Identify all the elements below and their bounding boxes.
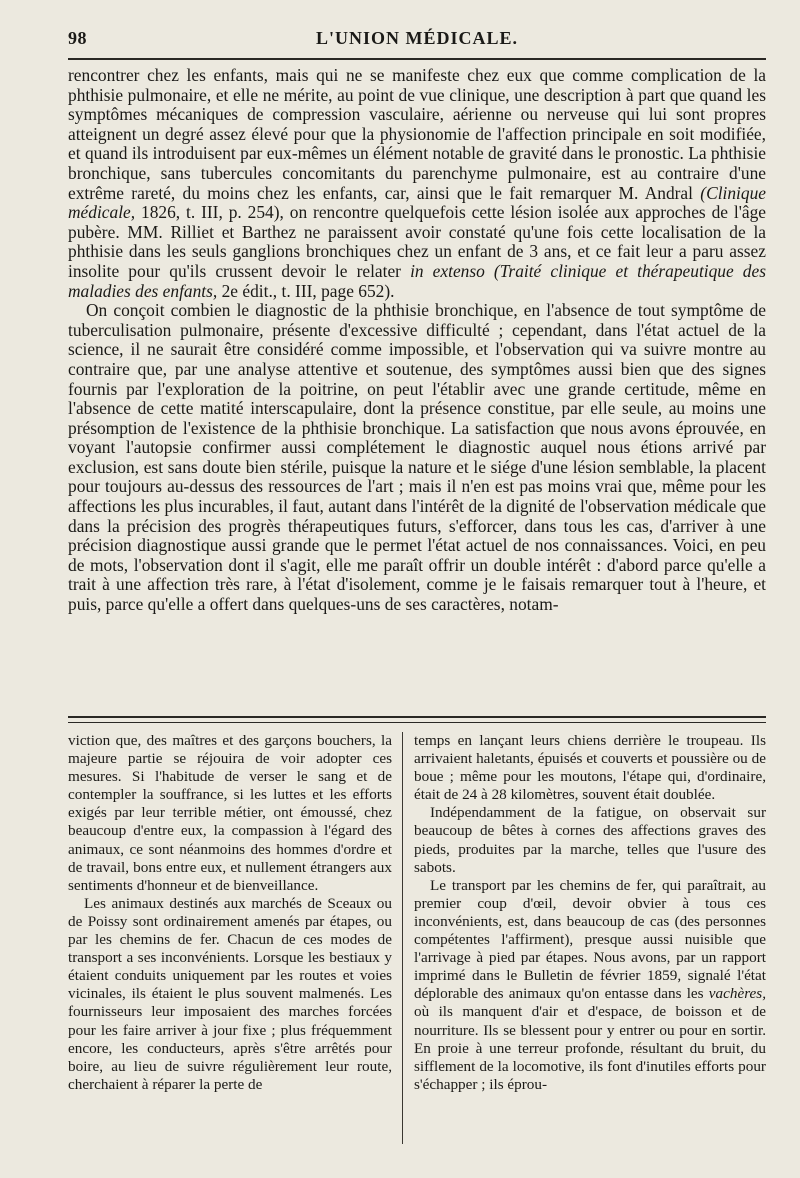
page-number: 98	[68, 28, 87, 48]
left-paragraph-1: viction que, des maîtres et des garçons bouchers, la majeure partie se réjouira de voir adopter ces mesures. Si l'habitude de verser le sang et de contempler la souffrance, si les luttes et les efforts exigés par leur terrible métier, ont émoussé, chez beaucoup d'entre eux, la compassion à l'égard des animaux, ce sont néanmoins des hommes d'ordre et de travail, bons entre eux, et nullement étrangers aux sentiments d'honneur et de bienveillance.	[68, 732, 392, 894]
column-divider	[402, 732, 403, 1144]
header-rule	[68, 58, 766, 60]
right-paragraph-1: temps en lançant leurs chiens derrière le troupeau. Ils arrivaient haletants, épuisés et couverts et poussière ou de boue ; même pour les moutons, l'étape qui, d'ordinaire, était de 24 à 28 kilomètres, souvent était doublée.	[414, 732, 766, 804]
italic-vacheres: vachères,	[708, 985, 766, 1003]
right-paragraph-2: Indépendamment de la fatigue, on observait sur beaucoup de bêtes à cornes des affections graves des pieds, produites par la marche, telles que l'usure des sabots.	[414, 804, 766, 876]
main-paragraph-1: rencontrer chez les enfants, mais qui ne se manifeste chez eux que comme complication de la phthisie pulmonaire, et elle ne mérite, au point de vue clinique, une description à part que quand les symptômes mécaniques de compression vasculaire, aérienne ou nerveuse qui lui sont propres atteignent un degré assez élevé pour que la physionomie de l'affection principale en soit modifiée, et quand ils introduisent par eux-mêmes un élément notable de gravité dans le pronostic. La phthisie bronchique, sans tubercules concomitants du parenchyme pulmonaire, est au contraire d'une extrême rareté, du moins chez les enfants, car, ainsi que le fait remarquer M. Andral (Clinique médicale, 1826, t. III, p. 254), on rencontre quelquefois cette lésion isolée aux approches de l'âge pubère. MM. Rilliet et Barthez ne paraissent avoir constaté qu'une fois cette localisation de la phthisie dans les seuls ganglions bronchiques chez un enfant de 3 ans, et ce fait leur a paru assez insolite pour qu'ils crussent devoir le relater in extenso (Traité clinique et thérapeutique des maladies des enfants, 2e édit., t. III, page 652).	[68, 65, 766, 301]
feuilleton-right-column	[414, 732, 766, 1094]
main-paragraph-2: On conçoit combien le diagnostic de la phthisie bronchique, en l'absence de tout symptôme de tuberculisation pulmonaire, présente d'excessive difficulté ; cependant, dans l'état actuel de la science, il ne saurait être considéré comme impossible, et l'observation qui va suivre montre au contraire que, par une analyse attentive et soutenue, des symptômes aussi bien que des signes fournis par l'exploration de la poitrine, on peut l'établir avec une grande certitude, même en l'absence de cette matité interscapulaire, dont la présence constitue, par elle seule, au moins une présomption de l'existence de la phthisie bronchique. La satisfaction que nous avons éprouvée, en voyant l'autopsie confirmer aussi complétement le diagnostic auquel nous étions arrivé par exclusion, est sans doute bien stérile, puisque la nature et le siége d'une lésion semblable, la placent pour toujours au-dessus des ressources de l'art ; mais il n'en est pas moins vrai que, même pour les affections les plus incurables, il faut, autant dans l'intérêt de la dignité de l'observation médicale que dans la précision des progrès thérapeutiques futurs, s'efforcer, dans tous les cas, d'arriver à une précision diagnostique aussi grande que le permet l'état actuel de nos connaissances. Voici, en peu de mots, l'observation dont il s'agit, elle me paraît offrir un double intérêt : d'abord parce qu'elle a trait à une affection très rare, à l'état d'isolement, comme je le faisais remarquer tout à l'heure, et puis, parce qu'elle a offert dans quelques-uns de ses caractères, notam-	[68, 300, 766, 615]
right-paragraph-3: Le transport par les chemins de fer, qui paraîtrait, au premier coup d'œil, devoir obvier à tous ces inconvénients, est, dans beaucoup de cas (des personnes compétentes l'affirment), presque aussi nuisible que l'arrivage à pied par étapes. Nous avons, par un rapport imprimé dans le Bulletin de février 1859, signalé l'état déplorable des animaux qu'on entasse dans les vachères, où ils manquent d'air et d'espace, de boisson et de nourriture. Ils se blessent pour y entrer ou pour en sortir. En proie à une terreur profonde, résultant du bruit, du sifflement de la locomotive, ils font d'inutiles efforts pour s'échapper ; ils éprou-	[414, 876, 766, 1093]
main-article	[68, 66, 766, 615]
running-header	[68, 28, 766, 54]
journal-title: L'UNION MÉDICALE.	[315, 28, 519, 48]
citation-andral: (Clinique médicale,	[68, 182, 766, 223]
citation-rilliet-barthez: in extenso (Traité clinique et thérapeutique des maladies des enfants,	[68, 260, 766, 301]
feuilleton-left-column	[68, 732, 392, 1094]
feuilleton-divider	[68, 716, 766, 723]
left-paragraph-2: Les animaux destinés aux marchés de Sceaux ou de Poissy sont ordinairement amenés par étapes, ou par les chemins de fer. Chacun de ces modes de transport a ses inconvénients. Lorsque les bestiaux y étaient conduits uniquement par les routes et voies vicinales, ils étaient le plus souvent malmenés. Les fournisseurs leur imposaient des marches forcées pour les faire arriver à jour fixe ; plus fréquemment encore, les conducteurs, après s'être arrêtés pour boire, au lieu de suivre régulièrement leur route, cherchaient à réparer la perte de	[68, 894, 392, 1093]
